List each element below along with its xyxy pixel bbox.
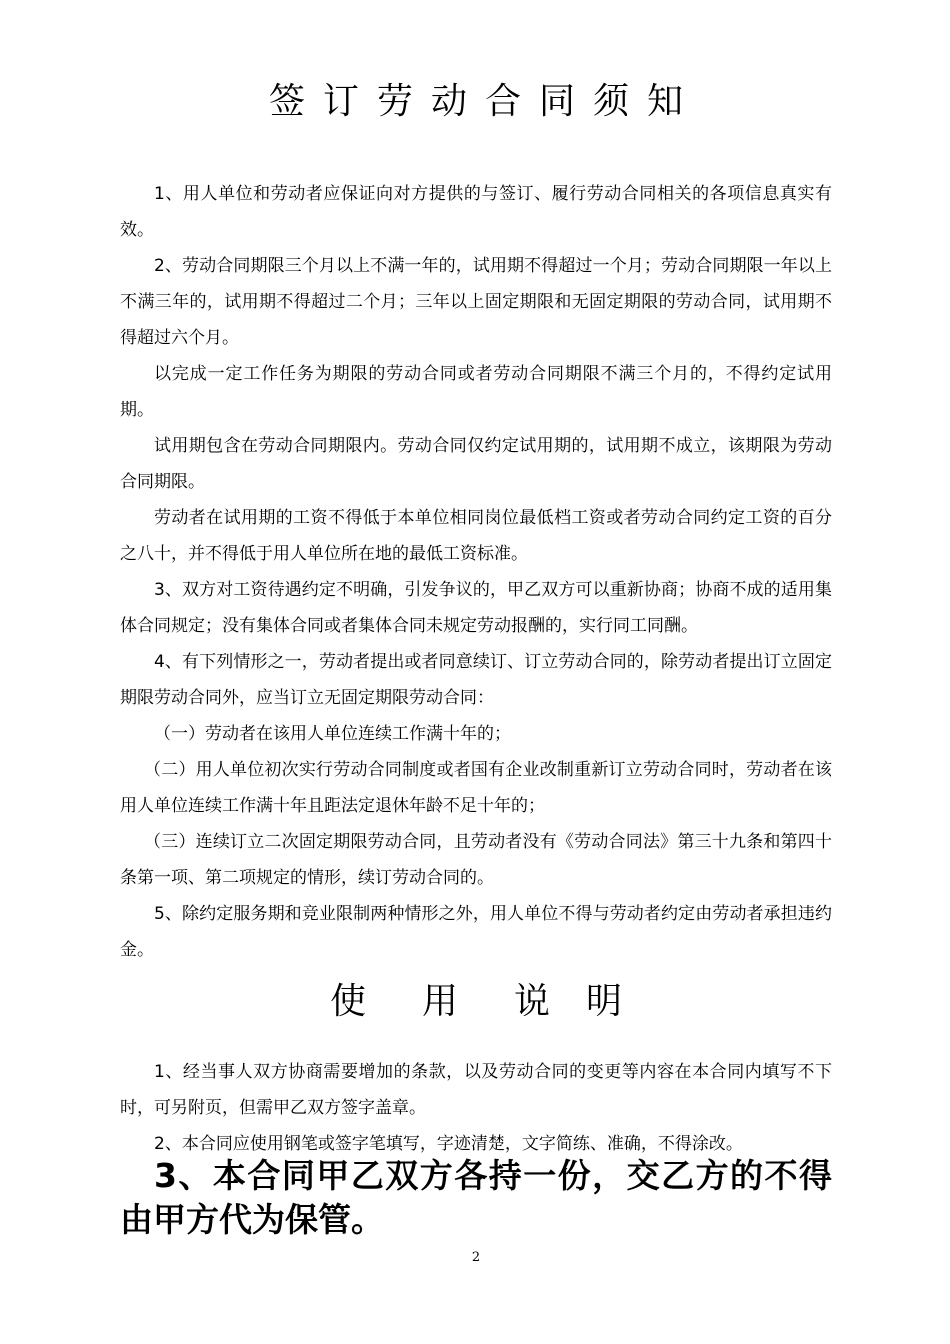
notice-paragraph: 4、有下列情形之一，劳动者提出或者同意续订、订立劳动合同的，除劳动者提出订立固定期限劳动合同外，应当订立无固定期限劳动合同： (120, 652, 832, 708)
instructions-title-char: 使 (329, 981, 402, 1022)
notice-paragraph: 劳动者在试用期的工资不得低于本单位相同岗位最低档工资或者劳动合同约定工资的百分之八十，并不得低于用人单位所在地的最低工资标准。 (120, 508, 832, 564)
notice-list-item: （二）用人单位初次实行劳动合同制度或者国有企业改制重新订立劳动合同时，劳动者在该用人单位连续工作满十年且距法定退休年龄不足十年的； (120, 760, 832, 816)
instructions-paragraph: 2、本合同应使用钢笔或签字笔填写，字迹清楚，文字简练、准确，不得涂改。 (154, 1134, 743, 1154)
notice-paragraph: 以完成一定工作任务为期限的劳动合同或者劳动合同期限不满三个月的，不得约定试用期。 (120, 364, 832, 420)
notice-paragraph: 3、双方对工资待遇约定不明确，引发争议的，甲乙双方可以重新协商；协商不成的适用集体合同规定；没有集体合同或者集体合同未规定劳动报酬的，实行同工同酬。 (120, 580, 832, 636)
notice-title: 签订劳动合同须知 (268, 81, 701, 122)
notice-paragraph: 5、除约定服务期和竞业限制两种情形之外，用人单位不得与劳动者约定由劳动者承担违约金。 (120, 904, 832, 960)
notice-paragraph: 2、劳动合同期限三个月以上不满一年的，试用期不得超过一个月；劳动合同期限一年以上不满三年的，试用期不得超过二个月；三年以上固定期限和无固定期限的劳动合同，试用期不得超过六个月。 (120, 256, 832, 348)
page-number: 2 (471, 1250, 481, 1265)
instructions-title-char: 明 (586, 981, 659, 1022)
instructions-emphasis: 3、本合同甲乙双方各持一份，交乙方的不得由甲方代为保管。 (120, 1156, 832, 1239)
instructions-paragraph: 1、经当事人双方协商需要增加的条款，以及劳动合同的变更等内容在本合同内填写不下时，可另附页，但需甲乙双方签字盖章。 (120, 1062, 832, 1118)
instructions-title (120, 982, 832, 1022)
instructions-title-char: 说 (514, 981, 587, 1022)
notice-body (120, 176, 832, 968)
instructions-title-char: 用 (421, 981, 494, 1022)
notice-paragraph: 试用期包含在劳动合同期限内。劳动合同仅约定试用期的，试用期不成立，该期限为劳动合同期限。 (120, 436, 832, 492)
notice-list-item: （一）劳动者在该用人单位连续工作满十年的； (154, 724, 511, 744)
notice-list-item: （三）连续订立二次固定期限劳动合同，且劳动者没有《劳动合同法》第三十九条和第四十条第一项、第二项规定的情形，续订劳动合同的。 (120, 832, 832, 888)
instructions-body (120, 1054, 832, 1162)
notice-paragraph: 1、用人单位和劳动者应保证向对方提供的与签订、履行劳动合同相关的各项信息真实有效。 (120, 184, 832, 240)
